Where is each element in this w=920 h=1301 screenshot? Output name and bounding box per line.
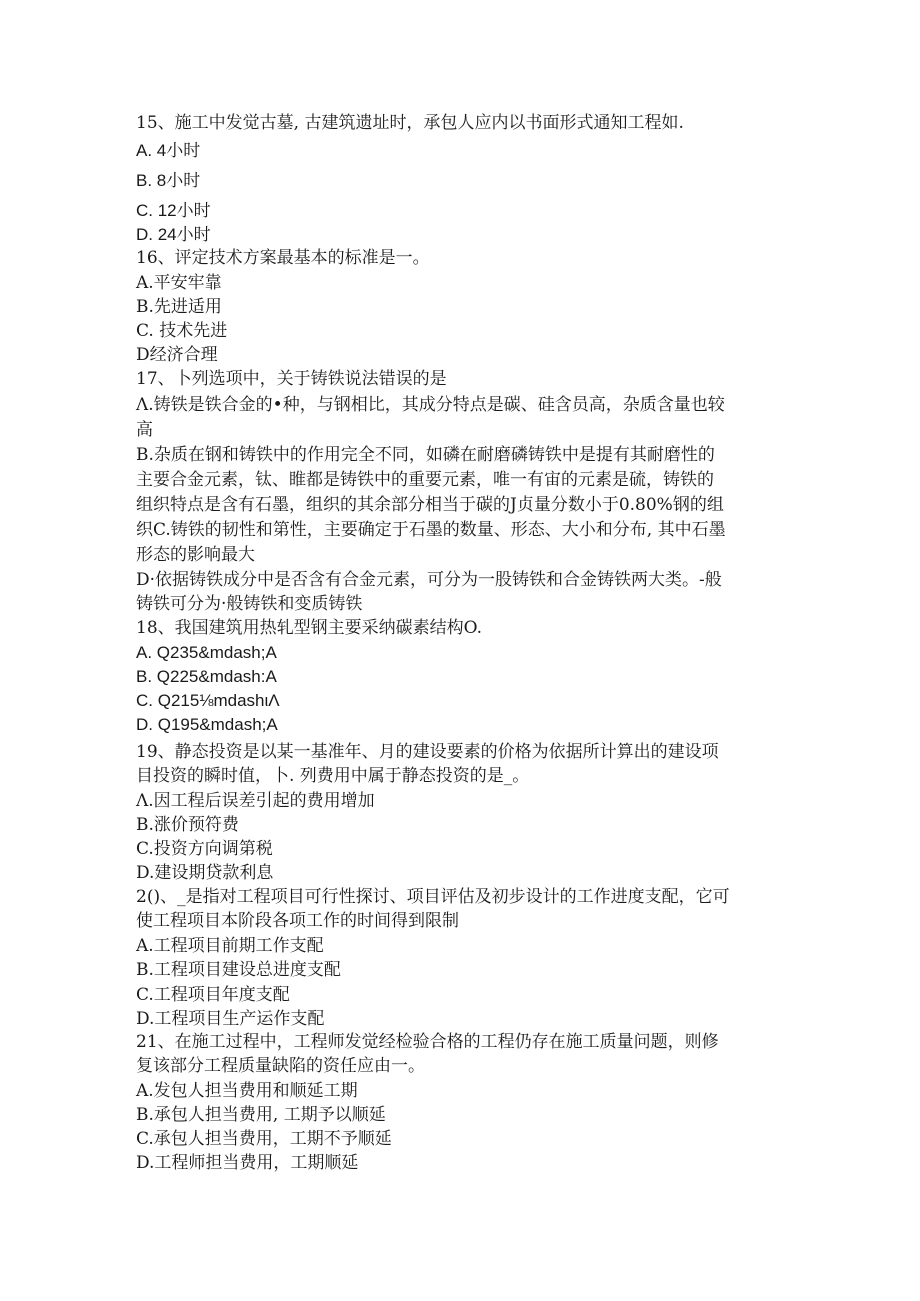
question-21-option-d: D.工程师担当费用，工期顺延	[136, 1153, 359, 1173]
question-20-text: 2()、_是指对工程项目可行性探讨、项目评估及初步设计的工作进度支配，它可	[136, 887, 730, 907]
question-17-line: 织C.铸铁的韧性和第性，主要确定于石墨的数量、形态、大小和分布, 其中石墨	[136, 520, 726, 540]
question-20-option-c: C.工程项目年度支配	[136, 985, 290, 1005]
question-19-option-b: B.涨价预符费	[136, 815, 239, 835]
question-18-text: 18、我国建筑用热轧型钢主要采纳碳素结构O.	[136, 618, 482, 638]
question-15-option-d: D. 24小时	[136, 225, 211, 244]
question-16-text: 16、评定技术方案最基本的标准是一。	[136, 248, 430, 268]
question-18-option-d: D. Q195&mdash;A	[136, 715, 278, 734]
question-20-option-d: D.工程项目生产运作支配	[136, 1009, 325, 1029]
question-19-option-a: Λ.因工程后误差引起的费用增加	[136, 791, 375, 811]
question-17-line: 形态的影响最大	[136, 545, 255, 565]
question-19-text: 19、静态投资是以某一基准年、月的建设要素的价格为依据所计算出的建设项	[136, 742, 719, 762]
question-15-text: 15、施工中发觉古墓, 古建筑遗址时，承包人应内以书面形式通知工程如.	[136, 113, 684, 133]
question-20-option-a: A.工程项目前期工作支配	[136, 936, 324, 956]
question-18-option-c: C. Q215⅛mdashιΛ	[136, 691, 280, 710]
question-16-option-b: B.先进适用	[136, 297, 222, 317]
question-20-option-b: B.工程项目建设总进度支配	[136, 960, 341, 980]
question-19-option-d: D.建设期贷款利息	[136, 863, 274, 883]
question-17-line: 高	[136, 420, 153, 440]
question-17-line: Λ.铸铁是铁合金的•种，与钢相比，其成分特点是碳、硅含员高，杂质含量也较	[136, 395, 725, 415]
question-15-option-c: C. 12小时	[136, 201, 211, 220]
question-17-line: 组织特点是含有石墨，组织的其余部分相当于碳的J贞量分数小于0.80%钢的组	[136, 495, 724, 515]
question-21-text: 21、在施工过程中，工程师发觉经检验合格的工程仍存在施工质量问题，则修	[136, 1032, 719, 1052]
question-18-option-b: B. Q225&mdash:A	[136, 667, 277, 686]
question-20-line: 使工程项目本阶段各项工作的时间得到限制	[136, 911, 459, 931]
question-19-option-c: C.投资方向调第税	[136, 839, 273, 859]
question-16-option-d: D经济合理	[136, 345, 218, 365]
question-21-option-c: C.承包人担当费用，工期不予顺延	[136, 1129, 392, 1149]
question-18-option-a: A. Q235&mdash;A	[136, 643, 277, 662]
question-16-option-c: C. 技术先进	[136, 321, 228, 341]
question-21-option-b: B.承包人担当费用, 工期予以顺延	[136, 1105, 386, 1125]
question-17-line: 主要合金元素，钛、睢都是铸铁中的重要元素，唯一有宙的元素是硫，铸铁的	[136, 470, 714, 490]
question-19-line: 目投资的瞬时值，卜. 列费用中属于静态投资的是_。	[136, 766, 530, 786]
question-21-option-a: A.发包人担当费用和顺延工期	[136, 1081, 358, 1101]
question-21-line: 复该部分工程质量缺陷的资任应由一。	[136, 1056, 425, 1076]
question-17-line: D·依据铸铁成分中是否含有合金元素，可分为一股铸铁和合金铸铁两大类。-般	[136, 570, 722, 590]
question-17-line: B.杂质在钢和铸铁中的作用完全不同，如磷在耐磨磷铸铁中是提有其耐磨性的	[136, 445, 715, 465]
question-17-line: 铸铁可分为·般铸铁和变质铸铁	[136, 594, 363, 614]
question-16-option-a: A.平安牢靠	[136, 273, 222, 293]
question-15-option-b: B. 8小时	[136, 171, 201, 190]
question-15-option-a: A. 4小时	[136, 141, 201, 160]
question-17-text: 17、卜列选项中，关于铸铁说法错误的是	[136, 369, 447, 389]
